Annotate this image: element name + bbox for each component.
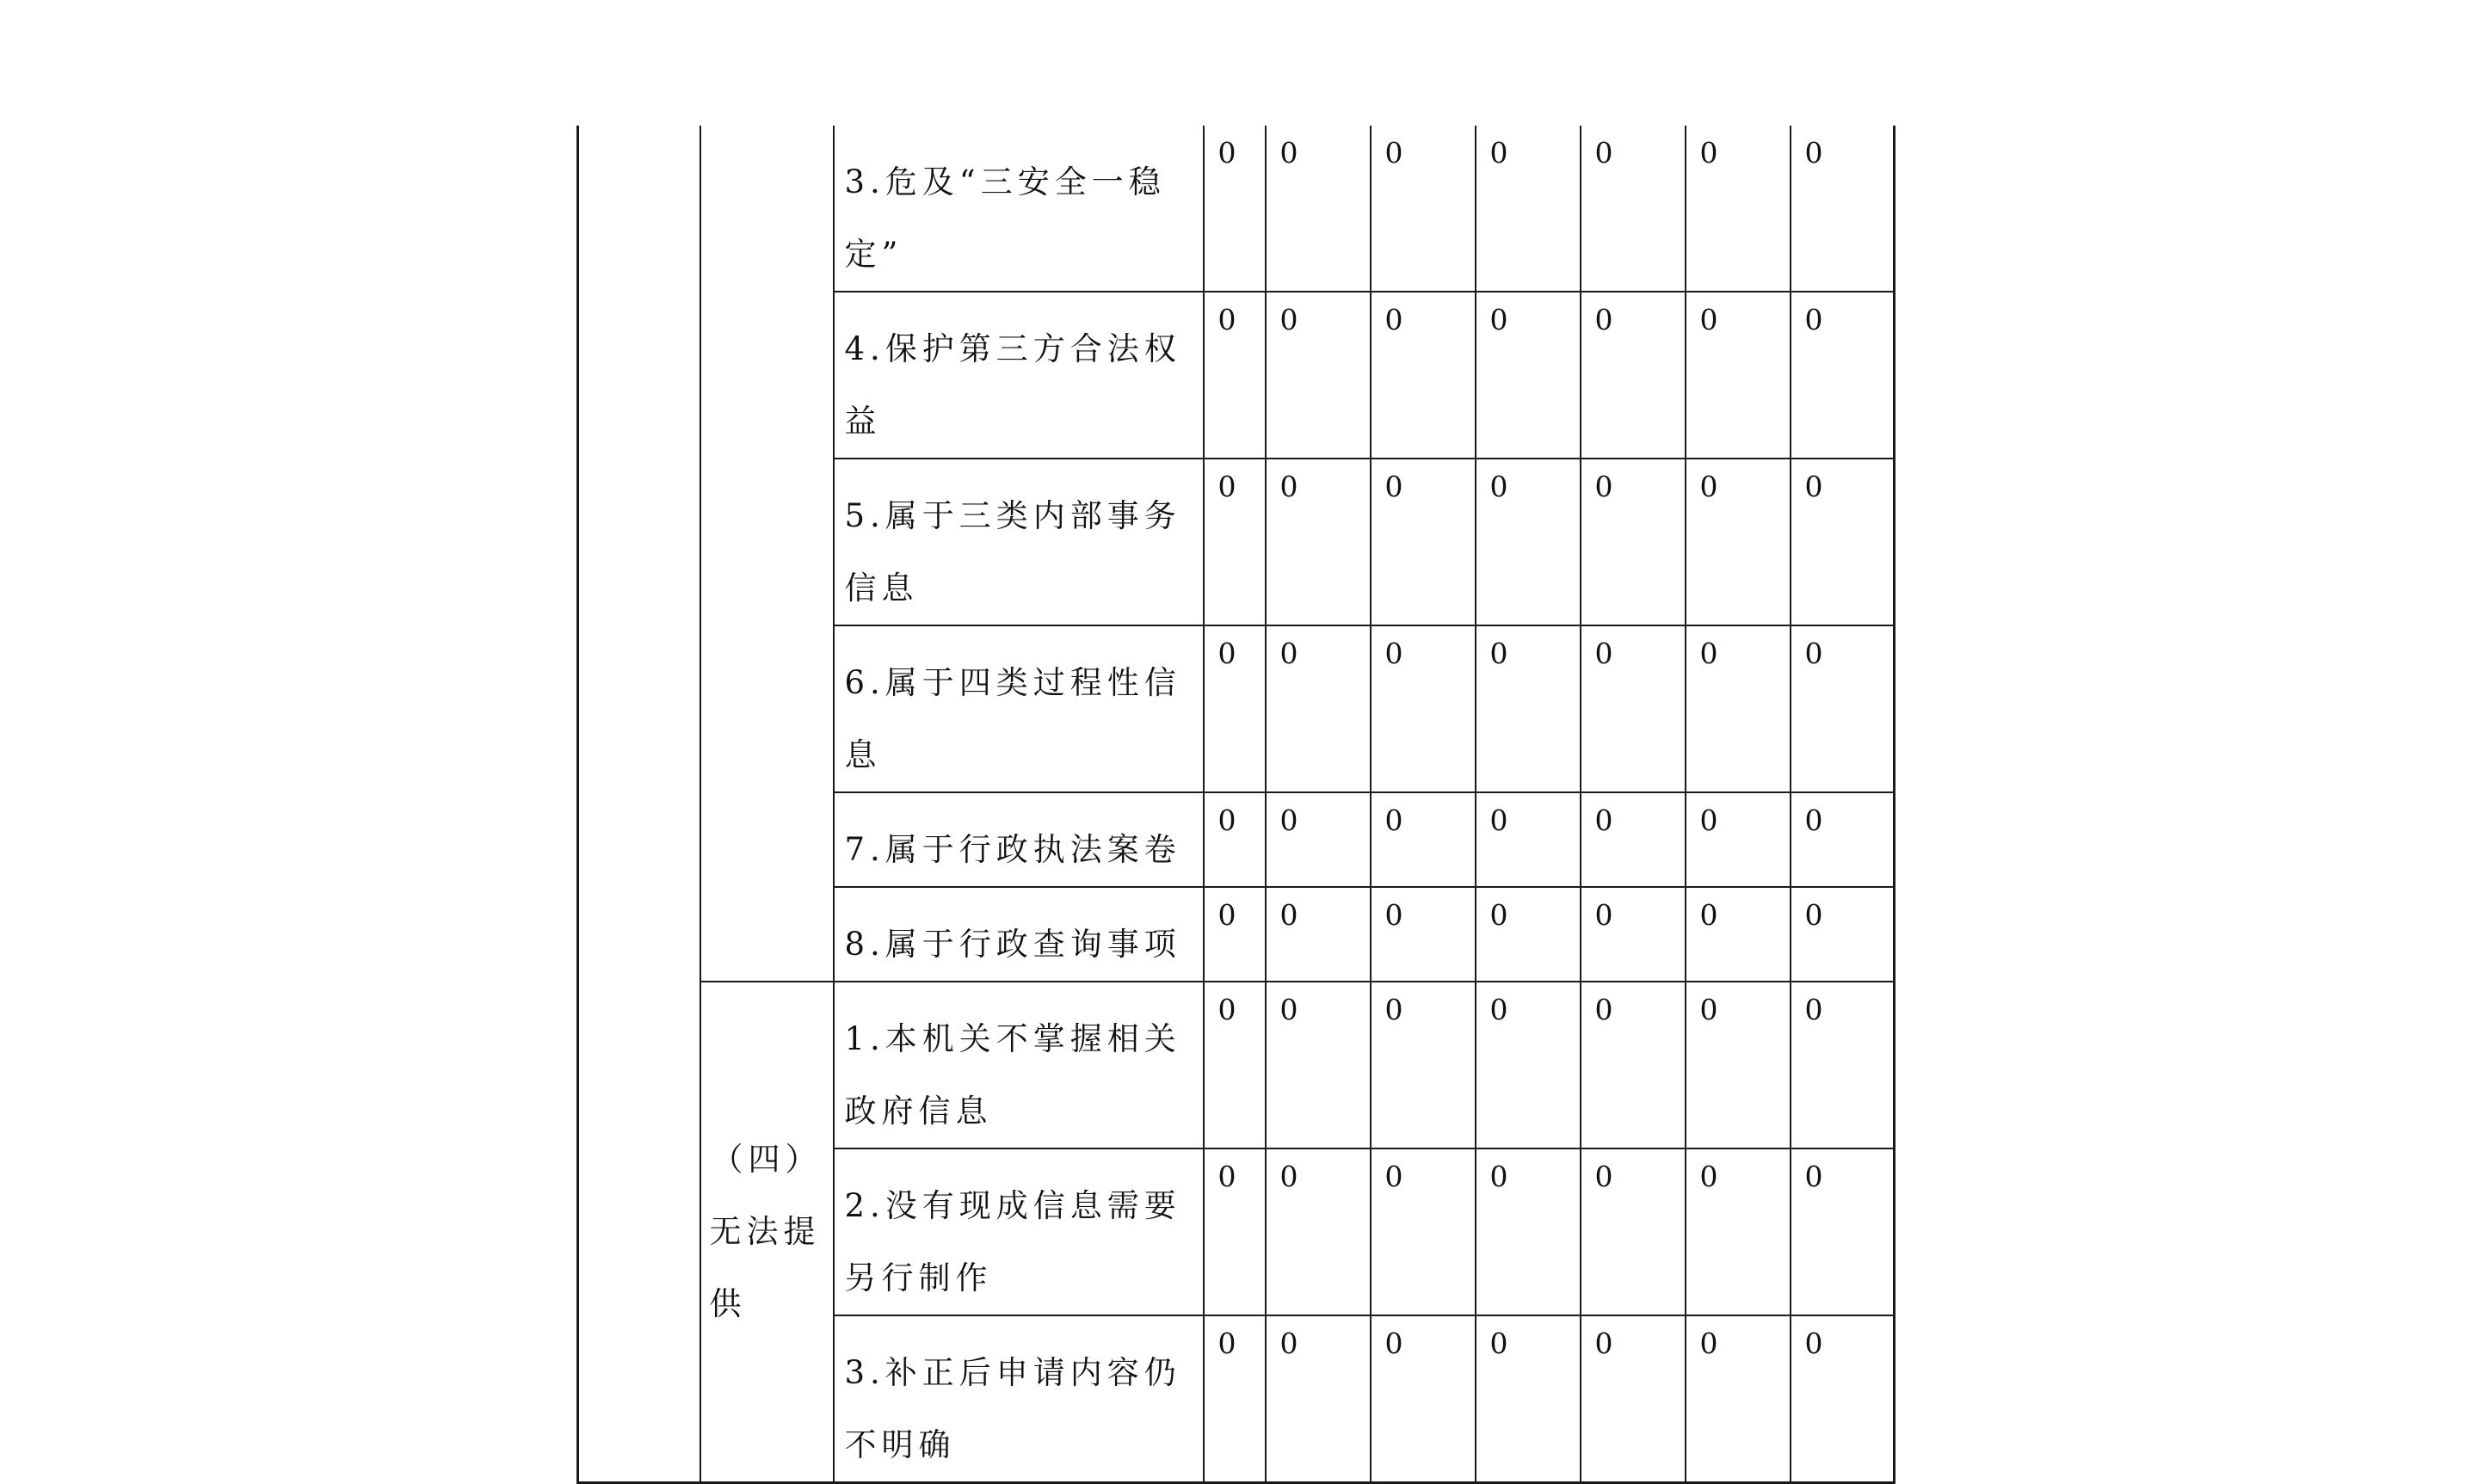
count-cell: 0 [1791, 1148, 1895, 1315]
count-cell: 0 [1686, 982, 1791, 1148]
count-cell: 0 [1581, 887, 1686, 982]
count-cell: 0 [1476, 1148, 1581, 1315]
count-cell: 0 [1686, 887, 1791, 982]
count-cell: 0 [1581, 459, 1686, 625]
count-cell: 0 [1581, 1148, 1686, 1315]
count-cell: 0 [1791, 982, 1895, 1148]
reason-label-cell: 4.保护第三方合法权益 [834, 292, 1204, 459]
count-cell: 0 [1686, 126, 1791, 292]
count-cell: 0 [1476, 982, 1581, 1148]
count-cell: 0 [1204, 625, 1266, 792]
count-cell: 0 [1581, 1315, 1686, 1483]
count-cell: 0 [1686, 292, 1791, 459]
count-cell: 0 [1791, 792, 1895, 887]
count-cell: 0 [1266, 887, 1371, 982]
count-cell: 0 [1476, 459, 1581, 625]
count-cell: 0 [1266, 1148, 1371, 1315]
count-cell: 0 [1581, 982, 1686, 1148]
count-cell: 0 [1371, 1315, 1476, 1483]
count-cell: 0 [1371, 625, 1476, 792]
count-cell: 0 [1204, 792, 1266, 887]
reason-label-cell: 7.属于行政执法案卷 [834, 792, 1204, 887]
count-cell: 0 [1581, 292, 1686, 459]
count-cell: 0 [1476, 292, 1581, 459]
count-cell: 0 [1686, 459, 1791, 625]
count-cell: 0 [1204, 982, 1266, 1148]
count-cell: 0 [1266, 792, 1371, 887]
count-cell: 0 [1791, 126, 1895, 292]
count-cell: 0 [1791, 625, 1895, 792]
previous-group-label-blank [700, 126, 834, 982]
reason-label-cell: 3.危及“三安全一稳定” [834, 126, 1204, 292]
count-cell: 0 [1204, 887, 1266, 982]
reason-label-cell: 8.属于行政查询事项 [834, 887, 1204, 982]
group-number: （四） [711, 1141, 823, 1178]
disclosure-statistics-table [576, 126, 1895, 1484]
table-row [578, 126, 1895, 292]
count-cell: 0 [1371, 887, 1476, 982]
reason-label-cell: 6.属于四类过程性信息 [834, 625, 1204, 792]
category-column-blank [578, 126, 700, 1483]
reason-label-cell: 2.没有现成信息需要另行制作 [834, 1148, 1204, 1315]
group-four-label [700, 982, 834, 1483]
count-cell: 0 [1476, 1315, 1581, 1483]
count-cell: 0 [1371, 792, 1476, 887]
count-cell: 0 [1686, 1315, 1791, 1483]
count-cell: 0 [1371, 126, 1476, 292]
count-cell: 0 [1266, 459, 1371, 625]
count-cell: 0 [1204, 1315, 1266, 1483]
count-cell: 0 [1476, 126, 1581, 292]
count-cell: 0 [1686, 1148, 1791, 1315]
reason-label-cell: 5.属于三类内部事务信息 [834, 459, 1204, 625]
count-cell: 0 [1204, 459, 1266, 625]
count-cell: 0 [1266, 126, 1371, 292]
count-cell: 0 [1686, 625, 1791, 792]
count-cell: 0 [1204, 126, 1266, 292]
count-cell: 0 [1791, 459, 1895, 625]
count-cell: 0 [1581, 792, 1686, 887]
count-cell: 0 [1791, 292, 1895, 459]
count-cell: 0 [1791, 1315, 1895, 1483]
reason-label-cell: 3.补正后申请内容仍不明确 [834, 1315, 1204, 1483]
count-cell: 0 [1204, 1148, 1266, 1315]
count-cell: 0 [1266, 982, 1371, 1148]
table-body [578, 126, 1895, 1483]
count-cell: 0 [1204, 292, 1266, 459]
count-cell: 0 [1686, 792, 1791, 887]
count-cell: 0 [1266, 292, 1371, 459]
count-cell: 0 [1581, 625, 1686, 792]
count-cell: 0 [1476, 792, 1581, 887]
group-title: 无法提供 [709, 1213, 821, 1322]
count-cell: 0 [1371, 292, 1476, 459]
count-cell: 0 [1266, 625, 1371, 792]
table-row [578, 982, 1895, 1148]
count-cell: 0 [1371, 982, 1476, 1148]
reason-label-cell: 1.本机关不掌握相关政府信息 [834, 982, 1204, 1148]
count-cell: 0 [1266, 1315, 1371, 1483]
count-cell: 0 [1581, 126, 1686, 292]
count-cell: 0 [1476, 887, 1581, 982]
count-cell: 0 [1371, 459, 1476, 625]
count-cell: 0 [1371, 1148, 1476, 1315]
count-cell: 0 [1791, 887, 1895, 982]
count-cell: 0 [1476, 625, 1581, 792]
